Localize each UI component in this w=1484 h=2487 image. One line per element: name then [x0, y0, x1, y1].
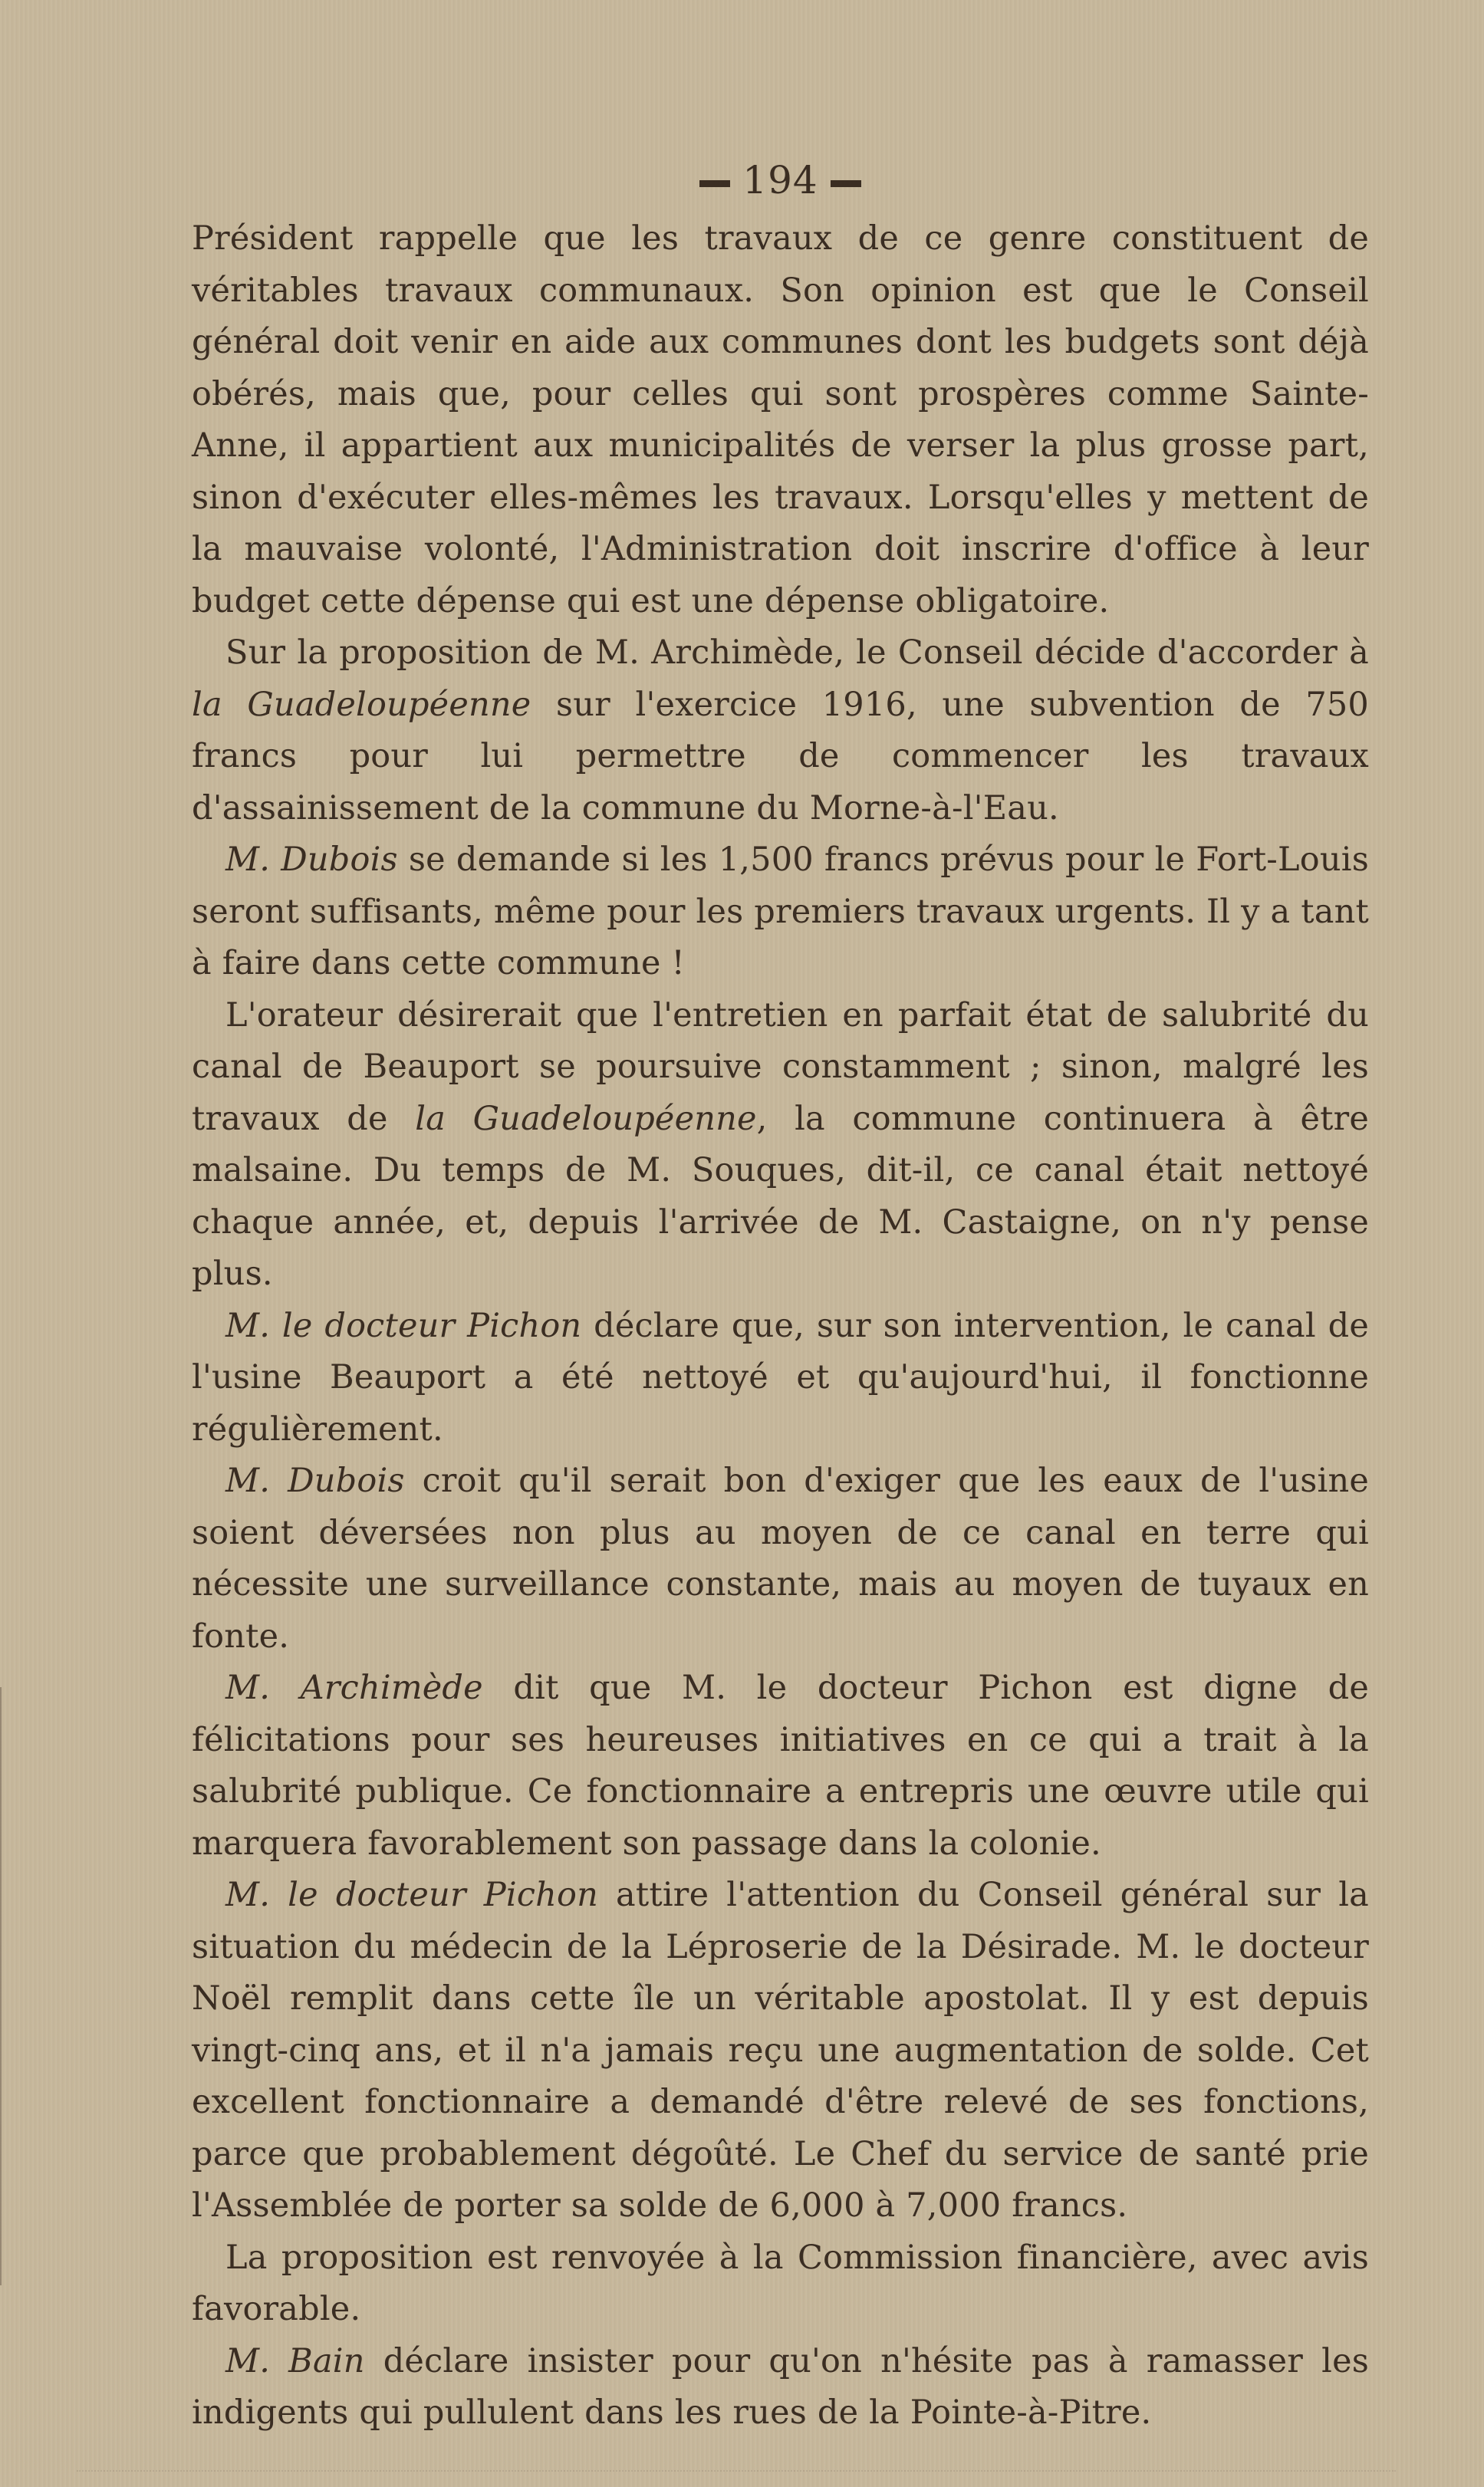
- speaker-name: M. Archimède: [225, 1669, 483, 1707]
- paragraph: [192, 1456, 1369, 1663]
- scan-edge-line: [0, 1687, 2, 2285]
- paragraph-text: dit que M. le docteur Pichon est digne de félicitations pour ses heureuses initiatives en ce qui a trait à la salubrité publique. Ce fonctionnaire a entrepris une œuvre utile qui marquera favorablement son passage dans la colonie.: [192, 1669, 1369, 1863]
- paragraph: [192, 990, 1369, 1301]
- paragraph-text: croit qu'il serait bon d'exiger que les eaux de l'usine soient déversées non plus au moyen de ce canal en terre qui nécessite une surveillance constante, mais au moyen de tuyaux en fonte.: [192, 1462, 1369, 1656]
- journal-title: la Guadeloupéenne: [192, 685, 531, 724]
- paragraph: [192, 2232, 1369, 2336]
- speaker-name: M. le docteur Pichon: [225, 1876, 598, 1914]
- speaker-name: M. le docteur Pichon: [225, 1306, 582, 1345]
- paragraph-text: sur l'exercice 1916, une subvention de 750 francs pour lui permettre de commencer les travaux d'assainissement de la commune du Morne-à-l'Eau.: [192, 685, 1369, 827]
- paragraph-text: L'orateur désirerait que l'entretien en parfait état de salubrité du canal de Beauport se poursuive constamment ; sinon, malgré les travaux de: [192, 995, 1369, 1138]
- paragraph: [192, 1870, 1369, 2232]
- folio-dash-left: [699, 180, 730, 187]
- paragraph: [192, 1301, 1369, 1456]
- paragraph-text: se demande si les 1,500 francs prévus pour le Fort-Louis seront suffisants, même pour les premiers travaux urgents. Il y a tant à faire dans cette commune !: [192, 841, 1369, 982]
- paragraph-text: déclare insister pour qu'on n'hésite pas à ramasser les indigents qui pullulent dans les rues de la Pointe-à-Pitre.: [192, 2341, 1369, 2432]
- paragraph-text: attire l'attention du Conseil général sur la situation du médecin de la Léproserie de la Désirade. M. le docteur Noël remplit dans cette île un véritable apostolat. Il y est depuis vingt-cinq ans, et il n'a jamais reçu une augmentation de solde. Cet excellent fonctionnaire a demandé d'être relevé de ses fonctions, parce que probablement dégoûté. Le Chef du service de santé prie l'Assemblée de porter sa solde de 6,000 à 7,000 francs.: [192, 1876, 1369, 2225]
- folio-dash-right: [831, 180, 861, 187]
- speaker-name: M. Bain: [225, 2341, 365, 2380]
- paragraph-text: , la commune continuera à être malsaine. Du temps de M. Souques, dit-il, ce canal était nettoyé chaque année, et, depuis l'arrivée de M. Castaigne, on n'y pense plus.: [192, 1099, 1370, 1293]
- paragraph: [192, 1663, 1369, 1870]
- paragraph: [192, 213, 1369, 627]
- page-number-text: 194: [742, 158, 818, 202]
- paragraph: [192, 834, 1369, 990]
- text-body: [192, 213, 1369, 2439]
- speaker-name: M. Dubois: [225, 1462, 405, 1500]
- speaker-name: M. Dubois: [225, 841, 398, 879]
- journal-title: la Guadeloupéenne: [415, 1099, 757, 1138]
- paragraph-text: déclare que, sur son intervention, le canal de l'usine Beauport a été nettoyé et qu'aujourd'hui, il fonctionne régulièrement.: [192, 1306, 1369, 1449]
- paragraph-text: Président rappelle que les travaux de ce genre constituent de véritables travaux communaux. Son opinion est que le Conseil général doit venir en aide aux communes dont les budgets sont déjà obérés, mais que, pour celles qui sont prospères comme Sainte-Anne, il appartient aux municipalités de verser la plus grosse part, sinon d'exécuter elles-mêmes les travaux. Lorsqu'elles y mettent de la mauvaise volonté, l'Administration doit inscrire d'office à leur budget cette dépense qui est une dépense obligatoire.: [192, 219, 1369, 620]
- page-body: [192, 153, 1369, 2439]
- paragraph-text: La proposition est renvoyée à la Commission financière, avec avis favorable.: [192, 2238, 1369, 2328]
- paragraph: [192, 2336, 1369, 2439]
- page-number: [192, 153, 1369, 207]
- bleed-through-marks: [77, 2439, 1396, 2472]
- paragraph: [192, 627, 1369, 834]
- paragraph-text: Sur la proposition de M. Archimède, le Conseil décide d'accorder à: [225, 633, 1369, 672]
